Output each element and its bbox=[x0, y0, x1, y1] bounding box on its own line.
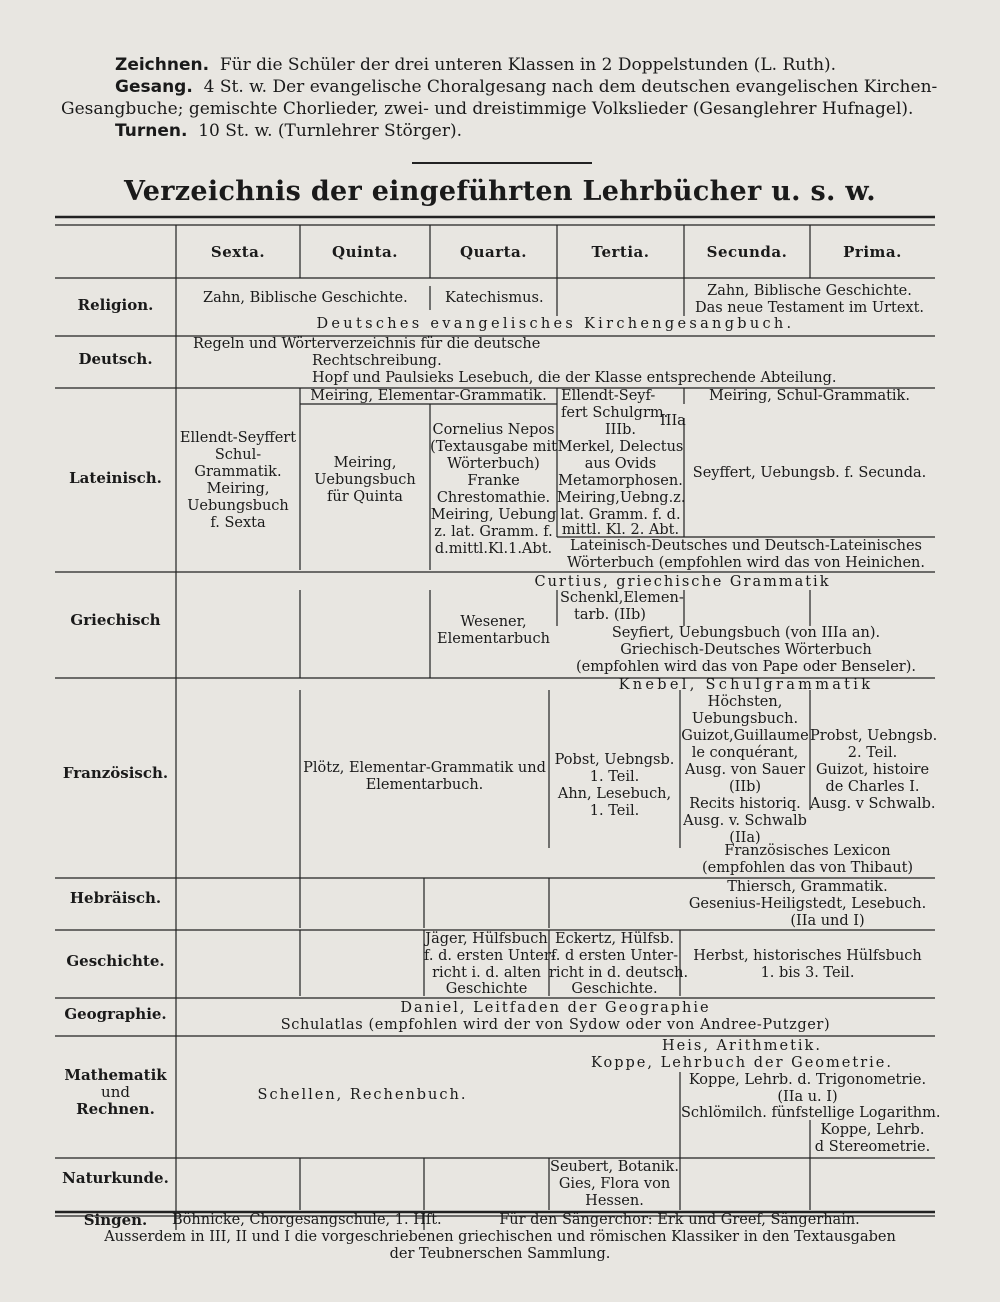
page-title: Verzeichnis der eingeführten Lehrbücher u. s. w. bbox=[124, 176, 876, 207]
math-trig-2: (IIa u. I) bbox=[777, 1089, 838, 1105]
griechisch-curtius: Curtius, griechische Grammatik bbox=[534, 574, 831, 590]
latein-secunda-prima-top: Meiring, Schul-Grammatik. bbox=[709, 388, 910, 404]
gesch-rest-1: Herbst, historisches Hülfsbuch bbox=[693, 948, 922, 964]
religion-gesangbuch: Deutsches evangelisches Kirchengesangbuch. bbox=[316, 316, 795, 332]
latein-tertia-5: Meiring,Uebng.z. bbox=[557, 490, 686, 506]
franz-secunda-1: Höchsten, bbox=[707, 694, 783, 710]
franz-prima-3: Guizot, histoire bbox=[815, 762, 930, 778]
latein-tertia-top-1: Ellendt-Seyf- bbox=[561, 388, 656, 404]
geo-line-1: Daniel, Leitfaden der Geographie bbox=[400, 1000, 711, 1016]
franz-tertia-1: Pobst, Uebngsb. bbox=[554, 752, 675, 768]
subject-geschichte: Geschichte. bbox=[66, 952, 165, 970]
latein-sexta-5: Uebungsbuch bbox=[187, 498, 289, 514]
religion-secunda-prima-2: Das neue Testament im Urtext. bbox=[694, 300, 925, 316]
franz-prima-1: Probst, Uebngsb. bbox=[810, 728, 938, 744]
intro-section bbox=[61, 54, 950, 142]
gesch-tertia-3: richt in d. deutsch. bbox=[549, 965, 689, 981]
hebr-line-3: (IIa und I) bbox=[790, 913, 865, 929]
latein-tertia-3: aus Ovids bbox=[584, 456, 657, 472]
turnen-text: 10 St. w. (Turnlehrer Störger). bbox=[198, 121, 462, 141]
subject-math-3: Rechnen. bbox=[76, 1100, 155, 1118]
latein-sexta-4: Meiring, bbox=[206, 481, 270, 497]
franz-lexicon-1: Französisches Lexicon bbox=[724, 843, 891, 859]
franz-tertia-4: 1. Teil. bbox=[589, 803, 640, 819]
latein-tertia-7: mittl. Kl. 2. Abt. bbox=[561, 522, 680, 538]
natur-tertia-1: Seubert, Botanik. bbox=[550, 1159, 679, 1175]
turnen-label: Turnen. bbox=[115, 121, 188, 141]
gesang-line-2: Gesangbuche; gemischte Chorlieder, zwei- und dreistimmige Volkslieder (Gesanglehrer Hufnagel). bbox=[61, 99, 914, 119]
gesang-label: Gesang. bbox=[115, 77, 193, 97]
header-secunda: Secunda. bbox=[706, 243, 788, 261]
deutsch-line-1: Regeln und Wörterverzeichnis für die deutsche bbox=[193, 336, 541, 352]
gesch-tertia-1: Eckertz, Hülfsb. bbox=[554, 931, 674, 947]
latein-quarta-8: d.mittl.Kl.1.Abt. bbox=[434, 541, 553, 557]
math-stereo-2: d Stereometrie. bbox=[814, 1139, 931, 1155]
math-schellen: Schellen, Rechenbuch. bbox=[257, 1087, 468, 1103]
franz-lexicon-2: (empfohlen das von Thibaut) bbox=[701, 860, 914, 876]
gesch-quarta-3: richt i. d. alten bbox=[432, 965, 541, 981]
latein-sexta-1: Ellendt-Seyffert bbox=[179, 430, 297, 446]
gesang-text-1: 4 St. w. Der evangelische Choralgesang nach dem deutschen evangelischen Kirchen- bbox=[203, 77, 938, 97]
latein-quarta-3: Wörterbuch) bbox=[447, 456, 540, 472]
header-quarta: Quarta. bbox=[460, 243, 527, 261]
latein-quarta-4: Franke bbox=[467, 473, 520, 489]
franz-knebel: Knebel, Schulgrammatik bbox=[618, 677, 874, 693]
latein-tertia-IIIa: IIIa bbox=[660, 413, 686, 429]
math-stereo-1: Koppe, Lehrb. bbox=[820, 1122, 925, 1138]
footer-line-1: Ausserdem in III, II und I die vorgeschriebenen griechischen und römischen Klassiker in den Textausgaben bbox=[104, 1229, 896, 1245]
griechisch-rest-3: (empfohlen wird das von Pape oder Benseler). bbox=[576, 659, 916, 675]
latein-dict-1: Lateinisch-Deutsches und Deutsch-Lateinisches bbox=[570, 538, 922, 554]
gesch-tertia-4: Geschichte. bbox=[571, 981, 658, 997]
natur-tertia-3: Hessen. bbox=[585, 1193, 644, 1209]
singen-choir: Für den Sängerchor: Erk und Greef, Sängerhain. bbox=[499, 1212, 860, 1228]
latein-sexta-3: Grammatik. bbox=[194, 464, 282, 480]
subject-singen: Singen. bbox=[83, 1211, 148, 1229]
franz-prima-5: Ausg. v Schwalb. bbox=[810, 796, 936, 812]
gesch-quarta-4: Geschichte bbox=[445, 981, 528, 997]
singen-sexta: Böhnicke, Chorgesangschule, 1. Hft. bbox=[172, 1212, 442, 1228]
religion-quarta: Katechismus. bbox=[445, 290, 544, 306]
subject-math-1: Mathematik bbox=[64, 1066, 167, 1084]
gesch-quarta-1: Jäger, Hülfsbuch bbox=[425, 931, 548, 947]
latein-quarta-6: Meiring, Uebung bbox=[430, 507, 557, 523]
subject-deutsch: Deutsch. bbox=[78, 350, 153, 368]
franz-secunda-9: (IIa) bbox=[729, 830, 761, 846]
franz-quinta-quarta-2: Elementarbuch. bbox=[365, 777, 484, 793]
latein-quinta-3: für Quinta bbox=[327, 489, 403, 505]
franz-tertia-2: 1. Teil. bbox=[589, 769, 640, 785]
hebr-line-1: Thiersch, Grammatik. bbox=[727, 879, 888, 895]
turnen-line bbox=[115, 120, 950, 142]
subject-griechisch: Griechisch bbox=[70, 611, 161, 629]
griechisch-rest-1: Seyfiert, Uebungsbuch (von IIIa an). bbox=[611, 625, 881, 641]
franz-secunda-5: Ausg. von Sauer bbox=[684, 762, 806, 778]
latein-quinta-1: Meiring, bbox=[333, 455, 397, 471]
subject-geographie: Geographie. bbox=[64, 1005, 167, 1023]
gesch-rest-2: 1. bis 3. Teil. bbox=[760, 965, 855, 981]
gesch-tertia-2: f. d ersten Unter- bbox=[550, 948, 679, 964]
latein-tertia-top-2: fert Schulgrm. bbox=[561, 405, 669, 421]
latein-quarta-1: Cornelius Nepos bbox=[432, 422, 555, 438]
franz-prima-4: de Charles I. bbox=[825, 779, 920, 795]
latein-secunda-prima: Seyffert, Uebungsb. f. Secunda. bbox=[692, 465, 927, 481]
griechisch-quarta-2: Elementarbuch bbox=[437, 631, 550, 647]
griechisch-quarta-1: Wesener, bbox=[460, 614, 527, 630]
latein-tertia-1: IIIb. bbox=[604, 422, 637, 438]
subject-religion: Religion. bbox=[77, 296, 154, 314]
franz-quinta-quarta-1: Plötz, Elementar-Grammatik und bbox=[303, 760, 546, 776]
latein-tertia-6: lat. Gramm. f. d. bbox=[560, 507, 681, 523]
subject-naturkunde: Naturkunde. bbox=[62, 1169, 169, 1187]
franz-secunda-6: (IIb) bbox=[728, 779, 762, 795]
subject-franzoesisch: Französisch. bbox=[62, 764, 169, 782]
franz-secunda-4: le conquérant, bbox=[691, 745, 799, 761]
franz-secunda-2: Uebungsbuch. bbox=[691, 711, 799, 727]
hebr-line-2: Gesenius-Heiligstedt, Lesebuch. bbox=[688, 896, 927, 912]
latein-dict-2: Wörterbuch (empfohlen wird das von Heinichen. bbox=[566, 555, 926, 571]
latein-sexta-6: f. Sexta bbox=[210, 515, 266, 531]
math-koppe: Koppe, Lehrbuch der Geometrie. bbox=[591, 1055, 893, 1071]
header-tertia: Tertia. bbox=[591, 243, 650, 261]
griechisch-tertia-2: tarb. (IIb) bbox=[574, 607, 646, 623]
franz-secunda-7: Recits historiq. bbox=[689, 796, 801, 812]
latein-quarta-5: Chrestomathie. bbox=[436, 490, 551, 506]
deutsch-line-3: Hopf und Paulsieks Lesebuch, die der Klasse entsprechende Abteilung. bbox=[312, 370, 837, 386]
gesch-quarta-2: f. d. ersten Unter- bbox=[424, 948, 556, 964]
religion-secunda-prima-1: Zahn, Biblische Geschichte. bbox=[707, 283, 912, 299]
zeichnen-label: Zeichnen. bbox=[115, 55, 210, 75]
math-trig-1: Koppe, Lehrb. d. Trigonometrie. bbox=[688, 1072, 927, 1088]
latein-quinta-2: Uebungsbuch bbox=[314, 472, 416, 488]
deutsch-line-2: Rechtschreibung. bbox=[312, 353, 442, 369]
griechisch-tertia-1: Schenkl,Elemen- bbox=[560, 590, 684, 606]
natur-tertia-2: Gies, Flora von bbox=[558, 1176, 671, 1192]
math-heis: Heis, Arithmetik. bbox=[662, 1038, 822, 1054]
subject-latein: Lateinisch. bbox=[69, 469, 162, 487]
header-quinta: Quinta. bbox=[332, 243, 398, 261]
latein-tertia-2: Merkel, Delectus bbox=[557, 439, 684, 455]
latein-tertia-4: Metamorphosen. bbox=[558, 473, 683, 489]
zeichnen-text: Für die Schüler der drei unteren Klassen in 2 Doppelstunden (L. Ruth). bbox=[219, 55, 837, 75]
franz-prima-2: 2. Teil. bbox=[847, 745, 898, 761]
footer-line-2: der Teubnerschen Sammlung. bbox=[389, 1246, 611, 1262]
latein-quarta-2: (Textausgabe mit bbox=[430, 439, 557, 455]
zeichnen-line bbox=[115, 54, 950, 76]
divider-rule bbox=[412, 162, 592, 164]
math-log: Schlömilch. fünfstellige Logarithm. bbox=[681, 1105, 941, 1121]
subject-hebraeisch: Hebräisch. bbox=[69, 889, 162, 907]
latein-quinta-quarta-top: Meiring, Elementar-Grammatik. bbox=[310, 388, 547, 404]
franz-secunda-3: Guizot,Guillaume bbox=[681, 728, 809, 744]
franz-tertia-3: Ahn, Lesebuch, bbox=[557, 786, 672, 802]
header-prima: Prima. bbox=[843, 243, 902, 261]
gesang-line bbox=[115, 76, 950, 98]
subject-math-2: und bbox=[101, 1083, 130, 1101]
griechisch-rest-2: Griechisch-Deutsches Wörterbuch bbox=[620, 642, 872, 658]
franz-secunda-8: Ausg. v. Schwalb bbox=[683, 813, 807, 829]
header-sexta: Sexta. bbox=[210, 243, 266, 261]
latein-quarta-7: z. lat. Gramm. f. bbox=[434, 524, 553, 540]
religion-sexta-quinta: Zahn, Biblische Geschichte. bbox=[203, 290, 408, 306]
latein-sexta-2: Schul- bbox=[214, 447, 262, 463]
geo-line-2: Schulatlas (empfohlen wird der von Sydow oder von Andree-Putzger) bbox=[280, 1017, 831, 1033]
